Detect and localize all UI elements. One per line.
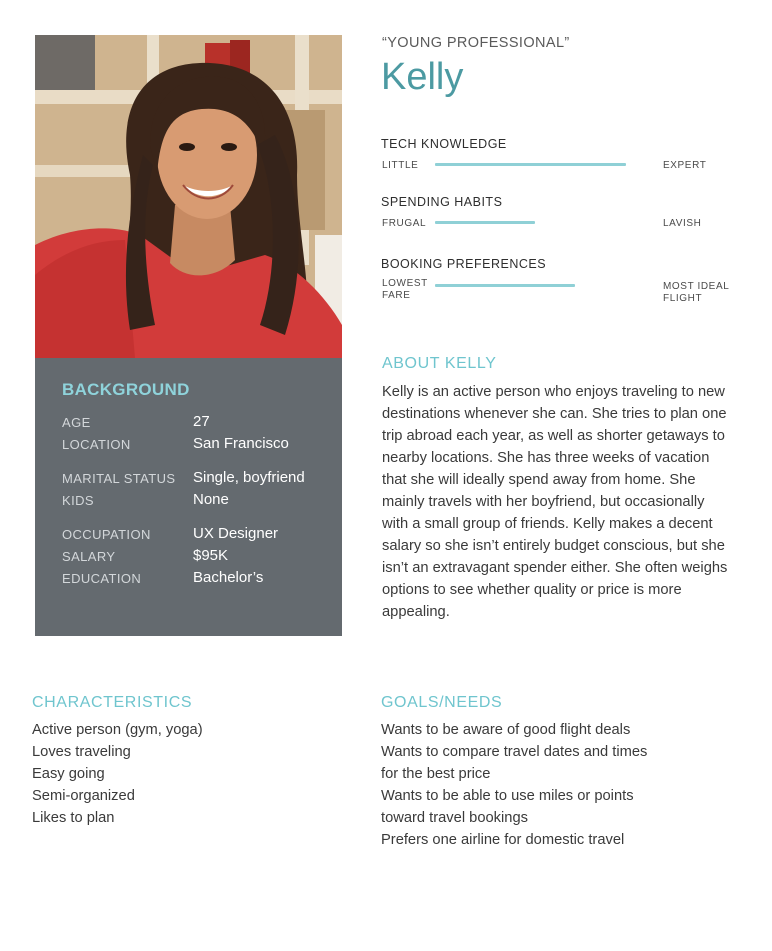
- spending-habits-high-label: LAVISH: [663, 218, 702, 229]
- booking-high-line: FLIGHT: [663, 293, 703, 304]
- person-photo-image: [35, 35, 342, 358]
- characteristics-list: [32, 719, 203, 829]
- list-item: Easy going: [32, 766, 105, 782]
- marital-status-value: Single, boyfriend: [193, 469, 305, 486]
- booking-high-line: MOST IDEAL: [663, 281, 730, 292]
- persona-photo: [35, 35, 342, 358]
- tech-knowledge-fill: [435, 163, 626, 166]
- salary-value: $95K: [193, 547, 229, 564]
- list-item: Semi-organized: [32, 788, 135, 804]
- booking-preferences-fill: [435, 284, 575, 287]
- list-item: Wants to be aware of good flight deals: [381, 722, 631, 738]
- tech-knowledge-title: TECH KNOWLEDGE: [381, 137, 507, 151]
- list-item: Loves traveling: [32, 744, 131, 760]
- booking-low-line: LOWEST: [382, 278, 428, 289]
- about-title: ABOUT KELLY: [382, 355, 497, 372]
- goals-list: [381, 719, 647, 851]
- salary-label: SALARY: [62, 549, 116, 564]
- list-item: Wants to be able to use miles or points: [381, 788, 634, 804]
- occupation-value: UX Designer: [193, 525, 279, 542]
- list-item: toward travel bookings: [381, 810, 528, 826]
- spending-habits-bar: [435, 221, 657, 224]
- spending-habits-low-label: FRUGAL: [382, 218, 427, 229]
- marital-status-label: MARITAL STATUS: [62, 471, 176, 486]
- age-value: 27: [193, 413, 210, 430]
- spending-habits-title: SPENDING HABITS: [381, 195, 503, 209]
- spending-habits-fill: [435, 221, 535, 224]
- education-label: EDUCATION: [62, 571, 142, 586]
- booking-preferences-title: BOOKING PREFERENCES: [381, 257, 547, 271]
- tech-knowledge-high-label: EXPERT: [663, 160, 707, 171]
- tech-knowledge-low-label: LITTLE: [382, 160, 419, 171]
- list-item: Wants to compare travel dates and times: [381, 744, 648, 760]
- location-label: LOCATION: [62, 437, 131, 452]
- list-item: for the best price: [381, 766, 491, 782]
- occupation-label: OCCUPATION: [62, 527, 151, 542]
- persona-subtitle: “YOUNG PROFESSIONAL”: [382, 35, 570, 51]
- age-label: AGE: [62, 415, 91, 430]
- characteristics-title: CHARACTERISTICS: [32, 694, 193, 711]
- background-panel: [35, 358, 342, 636]
- kids-value: None: [193, 491, 229, 508]
- booking-preferences-low-label: [382, 278, 428, 302]
- persona-name: Kelly: [381, 56, 464, 98]
- list-item: Active person (gym, yoga): [32, 722, 203, 738]
- booking-preferences-bar: [435, 284, 657, 287]
- location-value: San Francisco: [193, 435, 289, 452]
- about-text: Kelly is an active person who enjoys traveling to new destinations whenever she can. She tries to plan one trip abroad each year, as well as shorter getaways to nearby locations. She has three weeks of vacation that she will ideally spend away from home. She mainly travels with her boyfriend, but occasionally with a small group of friends. Kelly makes a decent salary so she isn’t entirely budget conscious, but she isn’t an extravagant spender either. She often weighs options to see whether quality or price is more appealing.: [382, 384, 728, 620]
- list-item: Likes to plan: [32, 810, 115, 826]
- kids-label: KIDS: [62, 493, 94, 508]
- tech-knowledge-bar: [435, 163, 657, 166]
- booking-low-line: FARE: [382, 290, 411, 301]
- list-item: Prefers one airline for domestic travel: [381, 832, 625, 848]
- education-value: Bachelor’s: [193, 569, 264, 586]
- background-title: BACKGROUND: [62, 380, 190, 399]
- goals-title: GOALS/NEEDS: [381, 694, 503, 711]
- booking-preferences-high-label: [663, 281, 729, 305]
